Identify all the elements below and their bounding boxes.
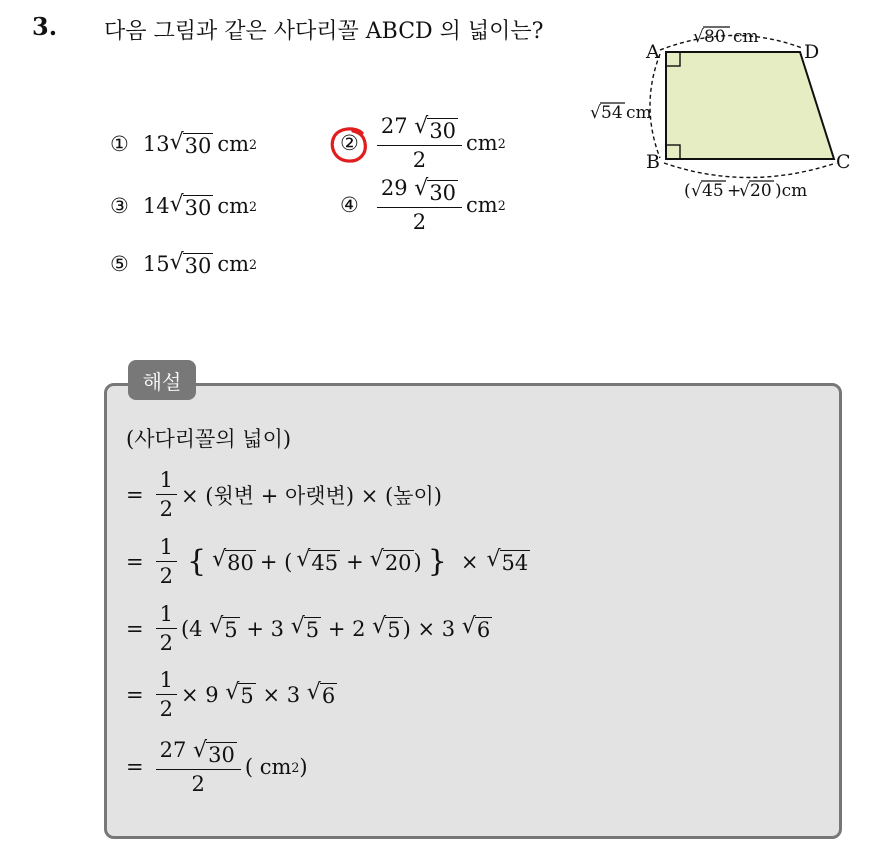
- svg-text:cm: cm: [626, 103, 652, 123]
- svg-text:80: 80: [704, 27, 726, 47]
- choice-number: ⑤: [110, 252, 129, 277]
- vertex-a-label: A: [646, 41, 660, 63]
- vertex-b-label: B: [646, 151, 660, 173]
- choice-number: ②: [340, 131, 359, 156]
- choice-unit: cm: [466, 193, 498, 218]
- svg-text:√: √: [693, 27, 704, 47]
- choice-unit: cm: [466, 131, 498, 156]
- sqrt: √ 30: [169, 250, 212, 278]
- svg-text:√: √: [739, 181, 750, 201]
- solution-line-1: (사다리꼴의 넓이): [126, 427, 292, 451]
- choice-coefficient: 15: [142, 252, 170, 277]
- solution-line-6: = 27 √ 30 2 ( cm 2 ): [126, 738, 308, 797]
- svg-text:)cm: )cm: [775, 181, 808, 201]
- question-number: 3.: [32, 12, 58, 41]
- choice-1[interactable]: ① 13 √ 30 cm 2: [110, 130, 258, 158]
- choice-number: ③: [110, 194, 129, 219]
- vertex-d-label: D: [804, 41, 820, 63]
- trapezoid-figure: [588, 20, 868, 210]
- svg-text:cm: cm: [733, 27, 759, 47]
- bottom-length-label: [684, 181, 807, 201]
- bottom-dimension-arc: [664, 163, 836, 178]
- choice-unit: cm: [217, 132, 250, 157]
- left-length-label: [590, 103, 652, 123]
- solution-line-4: = $\frac{1}{2}$ (4 √ 5 + 3 √ 5 + 2 √ 5 ) × 3 √ 6: [126, 602, 491, 655]
- choice-fraction: 29 √ 30 2: [377, 176, 462, 234]
- choice-fraction: 27 √ 30 2: [377, 114, 462, 172]
- choice-unit: cm: [217, 194, 250, 219]
- sqrt: √ 30: [169, 130, 212, 158]
- solution-tag: 해설: [128, 360, 196, 400]
- choice-2[interactable]: ② 27 √ 30 2 cm 2: [340, 114, 506, 173]
- svg-text:54: 54: [601, 103, 623, 123]
- choice-3[interactable]: ③ 14 √ 30 cm 2: [110, 192, 258, 220]
- choice-coefficient: 13: [142, 132, 170, 157]
- trapezoid-shape: [666, 52, 834, 159]
- choice-coefficient: 14: [142, 194, 170, 219]
- choice-5[interactable]: ⑤ 15 √ 30 cm 2: [110, 250, 258, 278]
- choice-number: ④: [340, 193, 359, 218]
- choice-unit: cm: [217, 252, 250, 277]
- svg-text:√: √: [691, 181, 702, 201]
- svg-text:+: +: [727, 181, 742, 201]
- top-dimension-arc: [660, 35, 802, 50]
- solution-line-5: = $\frac{1}{2}$ × 9 √ 5 × 3 √ 6: [126, 668, 336, 721]
- question-text: 다음 그림과 같은 사다리꼴 ABCD 의 넓이는?: [104, 19, 544, 44]
- svg-text:20: 20: [750, 181, 772, 201]
- vertex-c-label: C: [836, 151, 851, 173]
- solution-line-2: = $\frac{1}{2}$ × (윗변 + 아랫변) × (높이): [126, 468, 442, 521]
- svg-text:(: (: [684, 181, 691, 201]
- choice-4[interactable]: ④ 29 √ 30 2 cm 2: [340, 176, 506, 235]
- choice-number: ①: [110, 132, 129, 157]
- svg-text:45: 45: [702, 181, 724, 201]
- svg-text:√: √: [590, 103, 601, 123]
- sqrt: √ 30: [169, 192, 212, 220]
- solution-line-3: = $\frac{1}{2}$ { √ 80 + ( √ 45 + √ 20 ) } × √ 54: [126, 535, 529, 588]
- top-length-label: [693, 27, 759, 47]
